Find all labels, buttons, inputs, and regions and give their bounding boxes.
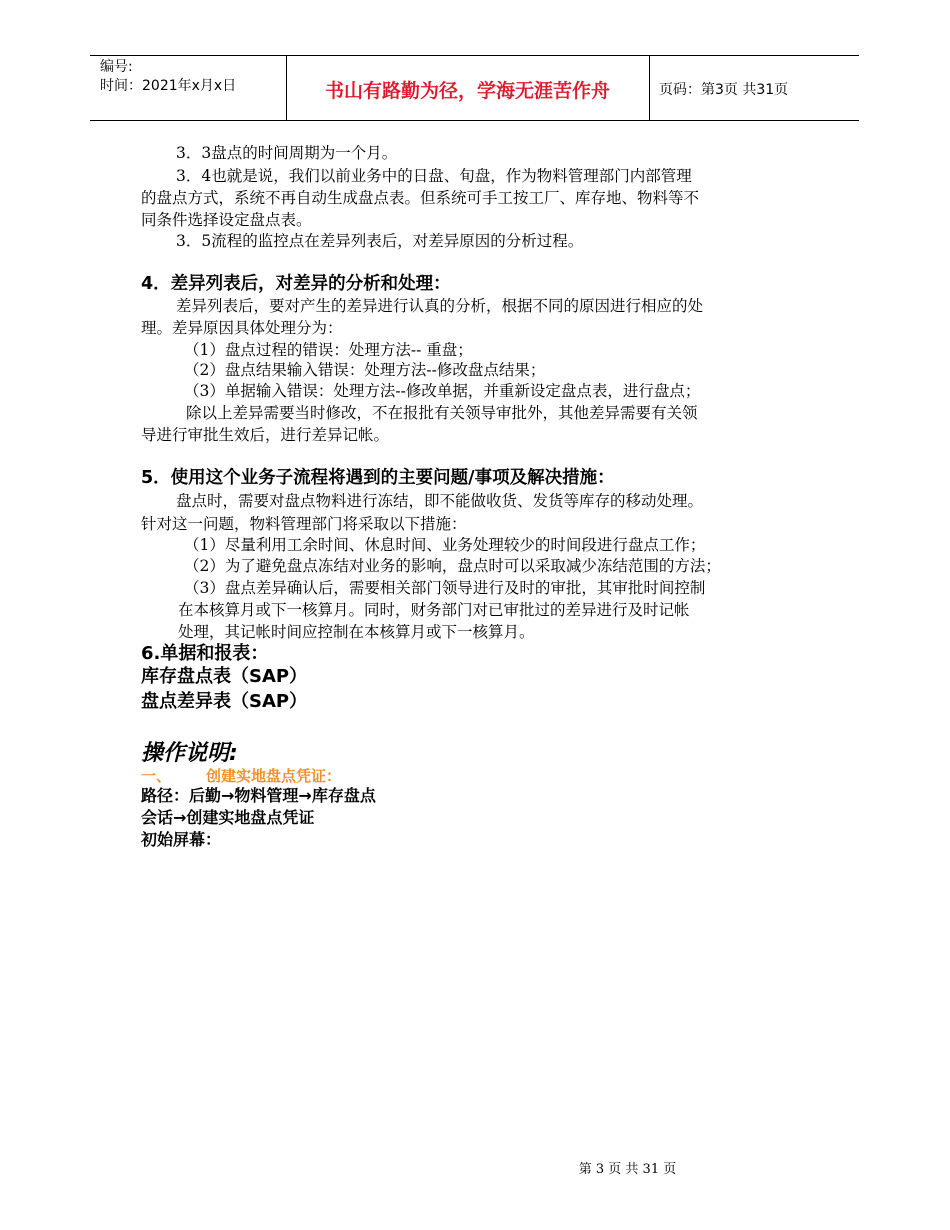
section-4-item-3: （3）单据输入错误：处理方法--修改单据，并重新设定盘点表，进行盘点； (184, 382, 701, 400)
report-inventory-count-sheet: 库存盘点表（SAP） (141, 666, 308, 687)
section-4-note-line1: 除以上差异需要当时修改，不在报批有关领导审批外，其他差异需要有关领 (186, 404, 698, 422)
section-4-heading: 4．差异列表后，对差异的分析和处理： (141, 274, 451, 294)
header-meta (100, 58, 236, 96)
paragraph-3-5: 3．5流程的监控点在差异列表后，对差异原因的分析过程。 (176, 232, 584, 250)
paragraph-3-4-line3: 同条件选择设定盘点表。 (141, 211, 312, 229)
document-number-label: 编号: (100, 59, 133, 75)
section-5-item-1: （1）尽量利用工余时间、休息时间、业务处理较少的时间段进行盘点工作； (184, 536, 706, 554)
paragraph-3-3: 3．3盘点的时间周期为一个月。 (176, 144, 398, 162)
section-4-text-line2: 理。差异原因具体处理分为： (141, 319, 343, 337)
header-page-number: 页码：第3页 共31页 (659, 82, 789, 98)
section-5-item-3-line2: 在本核算月或下一核算月。同时，财务部门对已审批过的差异进行及时记帐 (178, 601, 690, 619)
navigation-session: 会话→创建实地盘点凭证 (141, 808, 315, 827)
section-5-item-3-line1: （3）盘点差异确认后，需要相关部门领导进行及时的审批，其审批时间控制 (184, 579, 706, 597)
section-5-heading: 5．使用这个业务子流程将遇到的主要问题/事项及解决措施： (141, 468, 615, 488)
section-5-item-2: （2）为了避免盘点冻结对业务的影响，盘点时可以采取减少冻结范围的方法； (184, 557, 721, 575)
initial-screen-label: 初始屏幕： (141, 830, 222, 849)
report-count-difference-sheet: 盘点差异表（SAP） (141, 691, 308, 712)
page-footer: 第 3 页 共 31 页 (578, 1162, 677, 1177)
section-6-heading: 6.单据和报表： (141, 643, 269, 664)
paragraph-3-4-line2: 的盘点方式，系统不再自动生成盘点表。但系统可手工按工厂、库存地、物料等不 (141, 189, 700, 207)
operation-instructions-title: 操作说明: (141, 741, 238, 766)
navigation-path: 路径：后勤→物料管理→库存盘点 (141, 786, 376, 805)
paragraph-3-4-line1: 3．4也就是说，我们以前业务中的日盘、旬盘，作为物料管理部门内部管理 (176, 167, 692, 185)
section-5-text-line2: 针对这一问题，物料管理部门将采取以下措施： (141, 515, 467, 533)
section-4-text-line1: 差异列表后，要对产生的差异进行认真的分析，根据不同的原因进行相应的处 (176, 297, 704, 315)
page-header (90, 55, 859, 121)
section-4-item-1: （1）盘点过程的错误：处理方法-- 重盘； (184, 341, 473, 359)
operation-subheading-number: 一、 (141, 767, 172, 785)
header-divider (649, 56, 650, 120)
document-time-label: 时间：2021年x月x日 (100, 78, 237, 94)
section-4-note-line2: 导进行审批生效后，进行差异记帐。 (141, 426, 390, 444)
section-5-text-line1: 盘点时，需要对盘点物料进行冻结，即不能做收货、发货等库存的移动处理。 (176, 492, 704, 510)
section-5-item-3-line3: 处理，其记帐时间应控制在本核算月或下一核算月。 (178, 623, 535, 641)
header-motto: 书山有路勤为径，学海无涯苦作舟 (324, 80, 610, 102)
section-4-item-2: （2）盘点结果输入错误：处理方法--修改盘点结果； (184, 361, 546, 379)
operation-subheading: 创建实地盘点凭证： (206, 767, 342, 785)
